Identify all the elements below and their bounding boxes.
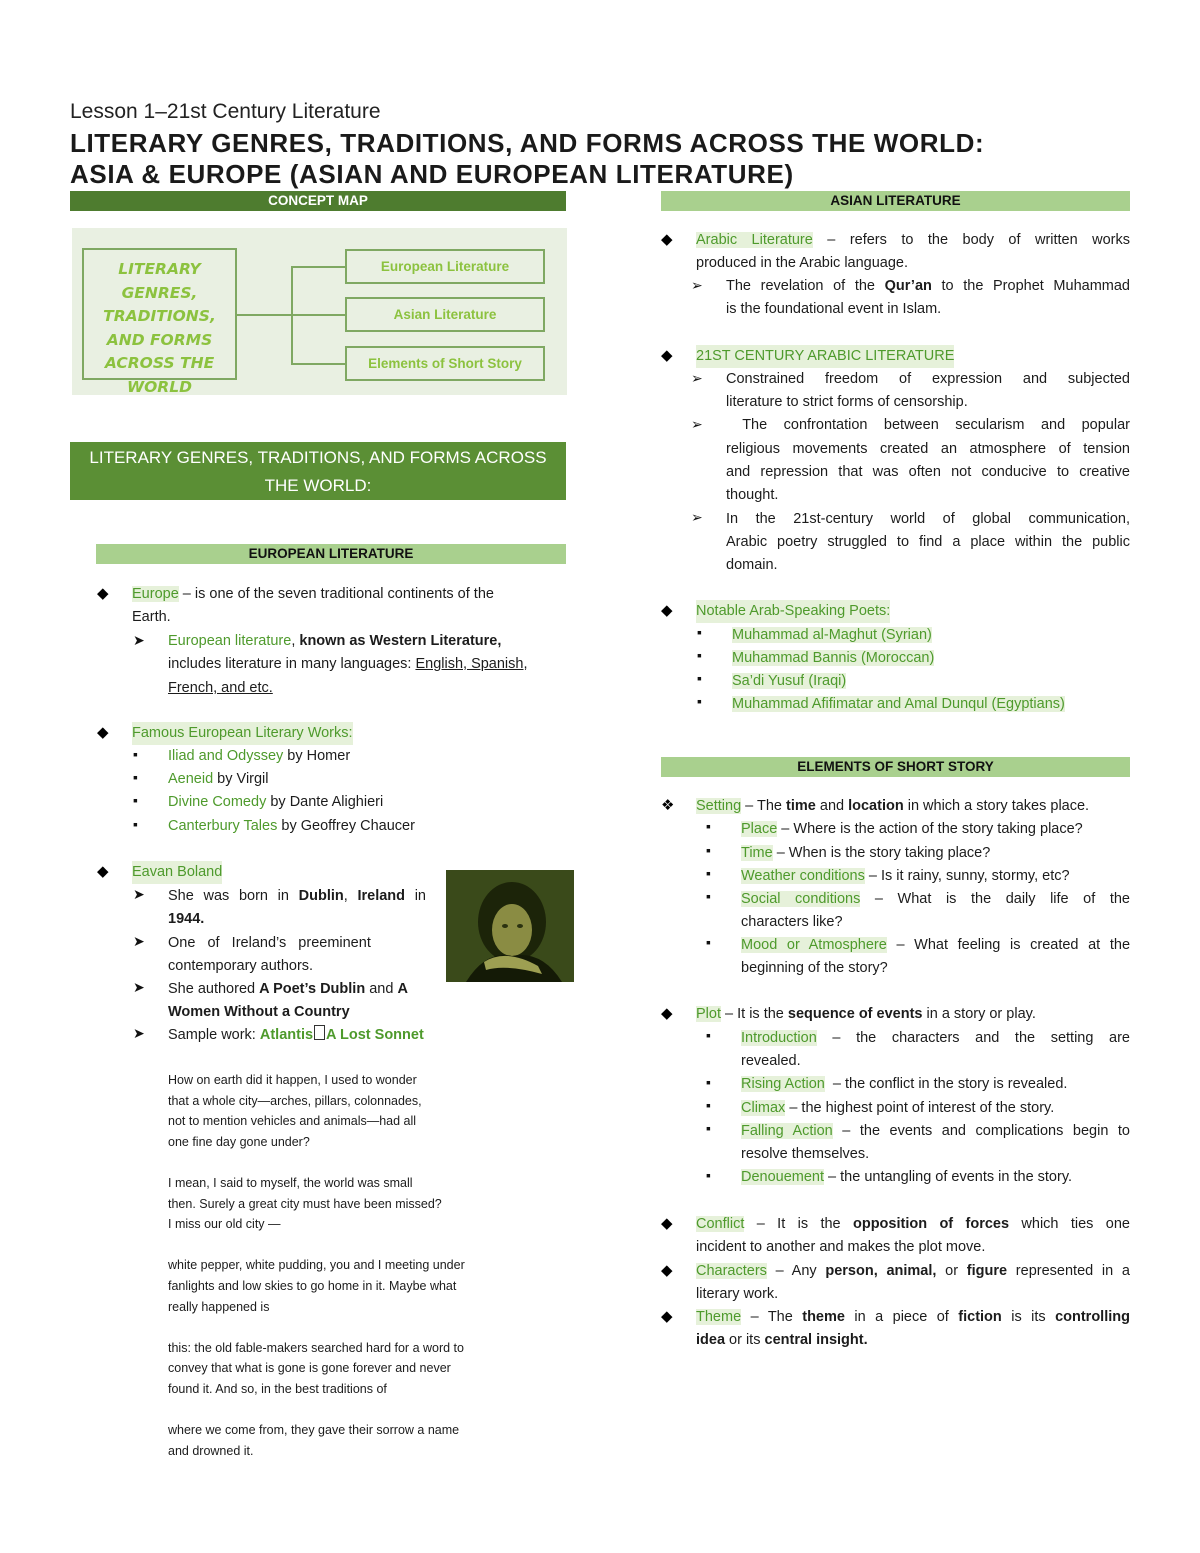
poet-origin: (Syrian) bbox=[877, 627, 932, 643]
c21-heading: 21ST CENTURY ARABIC LITERATURE bbox=[696, 345, 954, 368]
poet-item bbox=[732, 693, 1065, 716]
famous-works-heading: Famous European Literary Works: bbox=[132, 722, 353, 745]
work-item bbox=[168, 768, 269, 791]
boland-name: Eavan Boland bbox=[132, 861, 222, 884]
black-diamond-icon: ◆ bbox=[661, 347, 673, 364]
arrowhead-icon: ➤ bbox=[133, 1025, 145, 1041]
poet-item bbox=[732, 624, 932, 647]
t: A Lost Sonnet bbox=[326, 1027, 424, 1043]
black-diamond-icon: ◆ bbox=[97, 724, 109, 741]
square-icon: ▪ bbox=[133, 746, 138, 762]
c21-line: literature to strict forms of censorship. bbox=[726, 394, 968, 410]
t: The revelation of the bbox=[726, 278, 885, 294]
square-icon: ▪ bbox=[706, 1027, 711, 1043]
poem-line: that a whole city—arches, pillars, colonnades, bbox=[168, 1093, 422, 1108]
t: – the highest point of interest of the story. bbox=[785, 1100, 1055, 1116]
t: – When is the story taking place? bbox=[772, 845, 991, 861]
t: figure bbox=[966, 1263, 1008, 1279]
concept-map-bar: CONCEPT MAP bbox=[70, 191, 566, 211]
square-icon: ▪ bbox=[706, 1074, 711, 1090]
work-title: Divine Comedy bbox=[168, 794, 267, 810]
black-diamond-icon: ◆ bbox=[661, 1005, 673, 1022]
quran-line-2: is the foundational event in Islam. bbox=[726, 301, 942, 317]
poem-line: then. Surely a great city must have been missed? bbox=[168, 1196, 442, 1211]
quran-line-1 bbox=[726, 275, 1130, 298]
square-icon: ▪ bbox=[706, 1120, 711, 1136]
section-heading bbox=[70, 442, 566, 500]
t: Denouement bbox=[741, 1169, 825, 1185]
theme-line-2 bbox=[696, 1329, 868, 1352]
eurolit-includes: includes literature in many languages: bbox=[168, 656, 416, 672]
c21-line: thought. bbox=[726, 487, 779, 503]
square-icon: ▪ bbox=[706, 818, 711, 834]
t: – The bbox=[741, 798, 787, 814]
plot-item bbox=[741, 1097, 1054, 1120]
cm-main-line: WORLD bbox=[127, 377, 192, 396]
black-diamond-icon: ◆ bbox=[661, 231, 673, 248]
eurolit-line-1 bbox=[168, 630, 566, 653]
poet-item bbox=[732, 647, 934, 670]
t: She authored bbox=[168, 981, 260, 997]
work-author: Geoffrey Chaucer bbox=[300, 818, 415, 834]
concept-map bbox=[72, 228, 567, 395]
boland-sample-work bbox=[168, 1024, 424, 1047]
work-by: by bbox=[277, 818, 301, 834]
black-diamond-icon: ◆ bbox=[661, 1308, 673, 1325]
plot-item bbox=[741, 1120, 1130, 1143]
t: to the Prophet Muhammad bbox=[931, 278, 1130, 294]
black-diamond-icon: ◆ bbox=[97, 863, 109, 880]
cm-box-european: European Literature bbox=[345, 249, 545, 284]
connector-line bbox=[291, 363, 345, 365]
boland-pre-line-1: One of Ireland’s preeminent bbox=[168, 935, 371, 951]
poem-line: found it. And so, in the best traditions of bbox=[168, 1381, 387, 1396]
theme-line-1 bbox=[696, 1306, 1130, 1329]
t: in bbox=[405, 888, 426, 904]
connector-line bbox=[291, 314, 345, 316]
arrowhead-icon: ➤ bbox=[133, 632, 145, 648]
t: or bbox=[936, 1263, 967, 1279]
section-heading-line: LITERARY GENRES, TRADITIONS, AND FORMS ACROSS bbox=[89, 448, 547, 467]
poem-line: convey that what is gone is gone forever and never bbox=[168, 1361, 451, 1376]
eurolit-langs-2: French, and etc. bbox=[168, 680, 273, 696]
c21-line: domain. bbox=[726, 557, 778, 573]
plot-item bbox=[741, 1027, 1130, 1050]
c21-line: In the 21st-century world of global communication, bbox=[726, 511, 1130, 527]
characters-term: Characters bbox=[696, 1263, 767, 1279]
poem-line: I mean, I said to myself, the world was small bbox=[168, 1175, 413, 1190]
arrowhead-icon: ➢ bbox=[691, 277, 703, 293]
boland-pre-line-2: contemporary authors. bbox=[168, 958, 314, 974]
square-icon: ▪ bbox=[697, 647, 702, 663]
t: Dublin bbox=[298, 888, 344, 904]
square-icon: ▪ bbox=[697, 693, 702, 709]
arrowhead-icon: ➤ bbox=[133, 933, 145, 949]
work-author: Dante Alighieri bbox=[289, 794, 384, 810]
plot-item bbox=[741, 1073, 1067, 1096]
characters-line-1 bbox=[696, 1260, 1130, 1283]
poem-line: How on earth did it happen, I used to wonder bbox=[168, 1073, 417, 1087]
work-item bbox=[168, 815, 415, 838]
t: Qur’an bbox=[884, 278, 932, 294]
setting-term: Setting bbox=[696, 798, 742, 814]
t: – the untangling of events in the story. bbox=[824, 1169, 1073, 1185]
europe-def-2: Earth. bbox=[132, 609, 171, 625]
c21-line: religious movements created an atmosphere of tension bbox=[726, 441, 1130, 457]
section-heading-line: THE WORLD: bbox=[264, 476, 372, 495]
t: Weather conditions bbox=[741, 868, 865, 884]
theme-term: Theme bbox=[696, 1309, 742, 1325]
poem-line: white pepper, white pudding, you and I meeting under bbox=[168, 1258, 465, 1273]
plot-line bbox=[696, 1003, 1036, 1026]
t: Time bbox=[741, 845, 773, 861]
t: person, animal, bbox=[825, 1263, 937, 1279]
c21-line: Constrained freedom of expression and subjected bbox=[726, 371, 1130, 387]
page-title bbox=[70, 128, 984, 190]
t: and bbox=[365, 981, 398, 997]
poet-origin: (Moroccan) bbox=[856, 650, 935, 666]
work-item bbox=[168, 745, 350, 768]
connector-line bbox=[291, 266, 345, 268]
t: time bbox=[786, 798, 816, 814]
t: Atlantis bbox=[259, 1027, 314, 1043]
poem-line: one fine day gone under? bbox=[168, 1134, 310, 1149]
poet-name: Sa’di Yusuf bbox=[732, 673, 805, 689]
short-story-bar: ELEMENTS OF SHORT STORY bbox=[661, 757, 1130, 777]
t: represented in a bbox=[1007, 1263, 1130, 1279]
poem-line: really happened is bbox=[168, 1299, 270, 1314]
four-diamond-icon: ❖ bbox=[661, 797, 675, 814]
lesson-label: Lesson 1–21st Century Literature bbox=[70, 100, 381, 123]
conflict-line-2: incident to another and makes the plot move. bbox=[696, 1239, 986, 1255]
t: central insight. bbox=[764, 1332, 868, 1348]
t: or its bbox=[725, 1332, 765, 1348]
plot-item-cont: revealed. bbox=[741, 1053, 801, 1069]
arrowhead-icon: ➢ bbox=[691, 509, 703, 525]
eavan-boland-photo bbox=[446, 870, 574, 982]
t: is its bbox=[1001, 1309, 1056, 1325]
poet-name: Muhammad Bannis bbox=[732, 650, 857, 666]
t: Place bbox=[741, 821, 778, 837]
setting-item bbox=[741, 865, 1070, 888]
t: – The bbox=[741, 1309, 803, 1325]
plot-item bbox=[741, 1166, 1072, 1189]
poem-line: this: the old fable-makers searched hard for a word to bbox=[168, 1340, 464, 1355]
t: Climax bbox=[741, 1100, 786, 1116]
eurolit-known-as: known as Western Literature, bbox=[299, 633, 502, 649]
plot-item-cont: resolve themselves. bbox=[741, 1146, 870, 1162]
arrowhead-icon: ➢ bbox=[691, 416, 703, 432]
title-line-1: LITERARY GENRES, TRADITIONS, AND FORMS ACROSS THE WORLD: bbox=[70, 128, 985, 158]
t: Falling Action bbox=[741, 1123, 833, 1139]
work-title: Iliad and Odyssey bbox=[168, 748, 284, 764]
europe-definition bbox=[132, 583, 566, 606]
arrowhead-icon: ➤ bbox=[133, 979, 145, 995]
t: – the conflict in the story is revealed. bbox=[824, 1076, 1068, 1092]
t: Rising Action bbox=[741, 1076, 825, 1092]
poet-origin: (Iraqi) bbox=[804, 673, 847, 689]
t: in which a story takes place. bbox=[903, 798, 1090, 814]
eurolit-sep: , bbox=[291, 633, 300, 649]
t: – It is the bbox=[721, 1006, 788, 1022]
work-by: by bbox=[266, 794, 290, 810]
t: – Any bbox=[766, 1263, 826, 1279]
t: in a story or play. bbox=[922, 1006, 1036, 1022]
conflict-line-1 bbox=[696, 1213, 1130, 1236]
black-diamond-icon: ◆ bbox=[661, 602, 673, 619]
poem-stanza-break bbox=[168, 1235, 465, 1256]
c21-line: and repression that was often not conducive to creative bbox=[726, 464, 1130, 480]
poem-stanza-break bbox=[168, 1400, 465, 1421]
t: location bbox=[848, 798, 904, 814]
poem-line: I miss our old city — bbox=[168, 1217, 281, 1232]
black-diamond-icon: ◆ bbox=[97, 585, 109, 602]
title-line-2: ASIA & EUROPE (ASIAN AND EUROPEAN LITERATURE) bbox=[70, 159, 794, 189]
poet-name: Muhammad al-Maghut bbox=[732, 627, 878, 643]
work-title: Aeneid bbox=[168, 771, 214, 787]
cm-box-asian: Asian Literature bbox=[345, 297, 545, 332]
eurolit-langs: English, Spanish, bbox=[415, 656, 528, 672]
work-author: Homer bbox=[306, 748, 351, 764]
work-author: Virgil bbox=[236, 771, 269, 787]
t: opposition of forces bbox=[852, 1216, 1010, 1232]
square-icon: ▪ bbox=[706, 865, 711, 881]
c21-line: Arabic poetry struggled to find a place within the public bbox=[726, 534, 1130, 550]
arrowhead-icon: ➤ bbox=[133, 886, 145, 902]
t: , bbox=[343, 888, 358, 904]
t: Ireland bbox=[357, 888, 406, 904]
t: in a piece of bbox=[844, 1309, 959, 1325]
t: idea bbox=[696, 1332, 726, 1348]
square-icon: ▪ bbox=[706, 934, 711, 950]
poem-line: fanlights and low skies to go home in it. Maybe what bbox=[168, 1278, 457, 1293]
work-by: by bbox=[283, 748, 307, 764]
t: Sample work: bbox=[168, 1027, 260, 1043]
t: – Is it rainy, sunny, stormy, etc? bbox=[864, 868, 1070, 884]
eurolit-line-2 bbox=[168, 653, 528, 676]
conflict-term: Conflict bbox=[696, 1216, 745, 1232]
work-by: by bbox=[213, 771, 237, 787]
poem bbox=[168, 1070, 465, 1461]
t: She was born in bbox=[168, 888, 299, 904]
europe-def: – is one of the seven traditional continents of the bbox=[178, 586, 494, 602]
setting-item bbox=[741, 818, 1083, 841]
square-icon: ▪ bbox=[697, 670, 702, 686]
poet-origin: (Egyptians) bbox=[987, 696, 1065, 712]
square-icon: ▪ bbox=[706, 1097, 711, 1113]
setting-item-cont: beginning of the story? bbox=[741, 960, 888, 976]
t: – It is the bbox=[744, 1216, 853, 1232]
boland-authored-line-2: Women Without a Country bbox=[168, 1004, 350, 1020]
t: – Where is the action of the story taking place? bbox=[777, 821, 1083, 837]
t: – the events and complications begin to bbox=[832, 1123, 1130, 1139]
black-diamond-icon: ◆ bbox=[661, 1262, 673, 1279]
t: – What feeling is created at the bbox=[886, 937, 1131, 953]
square-icon: ▪ bbox=[133, 792, 138, 808]
portrait-image bbox=[446, 870, 574, 982]
work-title: Canterbury Tales bbox=[168, 818, 278, 834]
poem-stanza-break bbox=[168, 1317, 465, 1338]
t: which ties one bbox=[1009, 1216, 1130, 1232]
boland-born-year: 1944. bbox=[168, 911, 205, 927]
black-diamond-icon: ◆ bbox=[661, 1215, 673, 1232]
poem-line: and drowned it. bbox=[168, 1443, 254, 1458]
poet-item bbox=[732, 670, 846, 693]
arabic-def-line-2: produced in the Arabic language. bbox=[696, 255, 909, 271]
square-icon: ▪ bbox=[706, 1167, 711, 1183]
t: controlling bbox=[1055, 1309, 1130, 1325]
square-icon: ▪ bbox=[133, 769, 138, 785]
setting-line bbox=[696, 795, 1089, 818]
eurolit-term: European literature bbox=[168, 633, 292, 649]
t: A bbox=[397, 981, 408, 997]
concept-map-main-box bbox=[82, 248, 237, 396]
europe-term: Europe bbox=[132, 586, 179, 602]
cm-main-line: TRADITIONS, bbox=[103, 307, 216, 325]
t: A Poet’s Dublin bbox=[259, 981, 366, 997]
t: fiction bbox=[958, 1309, 1002, 1325]
arabic-term: Arabic Literature bbox=[696, 232, 813, 248]
cm-main-line: ACROSS THE bbox=[104, 354, 215, 372]
characters-line-2: literary work. bbox=[696, 1286, 779, 1302]
setting-item bbox=[741, 888, 1130, 911]
poem-stanza-break bbox=[168, 1152, 465, 1173]
plot-term: Plot bbox=[696, 1006, 721, 1022]
square-icon: ▪ bbox=[706, 888, 711, 904]
cm-main-line: LITERARY GENRES, bbox=[118, 260, 201, 302]
square-icon: ▪ bbox=[133, 816, 138, 832]
connector-line bbox=[237, 314, 291, 316]
arrowhead-icon: ➢ bbox=[691, 370, 703, 386]
poem-line: where we come from, they gave their sorrow a name bbox=[168, 1423, 460, 1438]
t: sequence of events bbox=[787, 1006, 923, 1022]
t: Social conditions bbox=[741, 891, 861, 907]
t: – refers to the body of written works bbox=[812, 232, 1130, 248]
setting-item bbox=[741, 934, 1130, 957]
t: – the characters and the setting are bbox=[816, 1030, 1130, 1046]
cm-main-line: AND FORMS bbox=[106, 330, 213, 349]
t: – What is the daily life of the bbox=[860, 891, 1130, 907]
boland-authored-line-1 bbox=[168, 978, 408, 1001]
boland-born-line-1 bbox=[168, 885, 426, 908]
asian-bar: ASIAN LITERATURE bbox=[661, 191, 1130, 211]
square-icon: ▪ bbox=[697, 624, 702, 640]
european-bar: EUROPEAN LITERATURE bbox=[96, 544, 566, 564]
t: theme bbox=[802, 1309, 845, 1325]
missing-glyph-icon bbox=[314, 1025, 325, 1040]
c21-line: The confrontation between secularism and popular bbox=[726, 417, 1130, 433]
cm-box-elements: Elements of Short Story bbox=[345, 346, 545, 381]
setting-item-cont: characters like? bbox=[741, 914, 843, 930]
t: Introduction bbox=[741, 1030, 817, 1046]
work-item bbox=[168, 791, 383, 814]
square-icon: ▪ bbox=[706, 842, 711, 858]
t: Mood or Atmosphere bbox=[741, 937, 887, 953]
t: and bbox=[815, 798, 849, 814]
poets-heading: Notable Arab-Speaking Poets: bbox=[696, 600, 890, 623]
poet-name: Muhammad Afifimatar and Amal Dunqul bbox=[732, 696, 988, 712]
setting-item bbox=[741, 842, 990, 865]
poem-line: not to mention vehicles and animals—had all bbox=[168, 1114, 417, 1129]
arabic-def-line-1 bbox=[696, 229, 1130, 252]
